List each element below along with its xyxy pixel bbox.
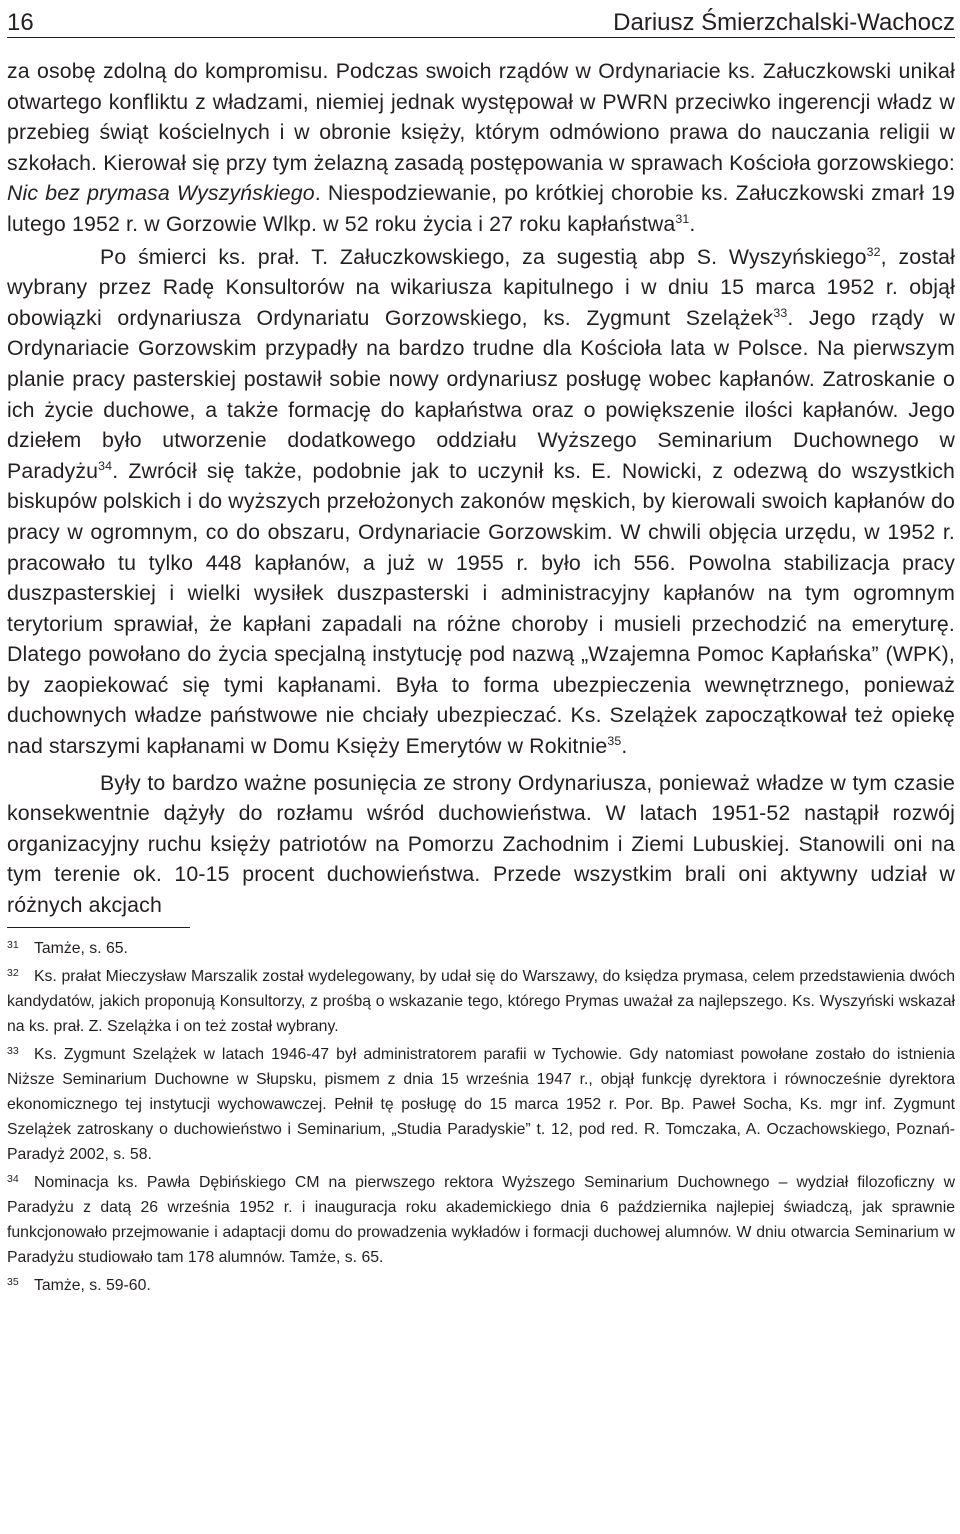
footnote-ref-32[interactable]: 32 [866,244,881,259]
text-run: . Niespodziewanie, po krótkiej chorobie ks. Załuczkowski zmarł 19 lutego 1952 r. w Gorzowie Wlkp. w 52 roku życia i 27 roku kapłaństwa [7,181,955,236]
text-run: . Jego rządy w Ordynariacie Gorzowskim przypadły na bardzo trudne dla Kościoła lata w Polsce. Na pierwszym planie pracy pasterskiej postawił sobie nowy ordynariusz posługę wobec kapłanów. Zatroskanie o ich życie duchowe, a także formację do kapłaństwa oraz o powiększenie ilości kapłanów. Jego dziełem było utworzenie dodatkowego oddziału Wyższego Seminarium Duchownego w Paradyżu [7,305,955,483]
footnote-text: Ks. prałat Mieczysław Marszalik został wydelegowany, by udał się do Warszawy, do księdza prymasa, celem przedstawienia dwóch kandydatów, jakich proponują Konsultorzy, z prośbą o wskazanie tego, którego Prymas uważał za najlepszego. Ks. Wyszyński wskazał na ks. prał. Z. Szelążka i on też został wybrany. [7,967,955,1035]
footnote-number: 32 [7,966,19,979]
footnote-number: 33 [7,1044,19,1057]
page-number: 16 [7,9,34,36]
footnote-number: 34 [7,1172,19,1185]
footnote-ref-34[interactable]: 34 [98,458,113,473]
footnote-ref-33[interactable]: 33 [773,305,788,320]
footnote-separator [7,927,190,928]
paragraph: Były to bardzo ważne posunięcia ze strony Ordynariusza, ponieważ władze w tym czasie konsekwentnie dążyły do rozłamu wśród duchowieństwa. W latach 1951-52 nastąpił rozwój organizacyjny ruchu księży patriotów na Pomorzu Zachodnim i Ziemi Lubuskiej. Stanowili oni na tym terenie ok. 10-15 procent duchowieństwa. Przede wszystkim brali oni aktywny udział w różnych akcjach [7,770,955,918]
text-run: . [689,211,696,236]
footnote-33 [7,1042,955,1167]
running-header [7,0,955,38]
text-run: . Zwrócił się także, podobnie jak to uczynił ks. E. Nowicki, z odezwą do wszystkich biskupów polskich i do wyższych przełożonych zakonów męskich, by kierowali swoich kapłanów do pracy w ogromnym, co do obszaru, Ordynariacie Gorzowskim. W chwili objęcia urzędu, w 1952 r. pracowało tu tylko 448 kapłanów, a już w 1955 r. było ich 556. Powolna stabilizacja pracy duszpasterskiej i wielki wysiłek duszpasterski i administracyjny kapłanów na tym ogromnym terytorium sprawiał, że kapłani zapadali na różne choroby i musieli przechodzić na emeryturę. Dlatego powołano do życia specjalną instytucję pod nazwą „Wzajemna Pomoc Kapłańska” (WPK), by zaopiekować się tymi kapłanami. Była to forma ubezpieczenia wewnętrznego, ponieważ duchownych władze państwowe nie chciały ubezpieczać. Ks. Szelążek zapoczątkował też opiekę nad starszymi kapłanami w Domu Księży Emerytów w Rokitnie [7,458,955,759]
footnotes [7,936,955,1298]
footnote-32 [7,964,955,1039]
text-run: , został wybrany przez Radę Konsultorów na wikariusza kapitulnego i w dniu 15 marca 1952 r. objął obowiązki ordynariusza Ordynariatu Gorzowskiego, ks. Zygmunt Szelążek [7,244,955,330]
footnote-text: Nominacja ks. Pawła Dębińskiego CM na pierwszego rektora Wyższego Seminarium Duchownego – wydział filozoficzny w Paradyżu z datą 26 września 1952 r. i inauguracja roku akademickiego dnia 6 października najlepiej świadczą, jak sprawnie funkcjonowało przejmowanie i adaptacji domu do prowadzenia wykładów i formacji duchowej alumnów. W dniu otwarcia Seminarium w Paradyżu studiowało tam 178 alumnów. Tamże, s. 65. [7,1173,955,1266]
footnote-text: Ks. Zygmunt Szelążek w latach 1946-47 był administratorem parafii w Tychowie. Gdy natomiast powołane zostało do istnienia Niższe Seminarium Duchowne w Słupsku, pismem z dnia 15 września 1947 r., objął funkcję dyrektora i równocześnie dyrektora ekonomicznego tej instytucji wychowawczej. Pełnił tę posługę do 15 marca 1952 r. Por. Bp. Paweł Socha, Ks. mgr inf. Zygmunt Szelążek zatroskany o duchowieństwo i Seminarium, „Studia Paradyskie” t. 12, pod red. R. Tomczaka, A. Oczachowskiego, Poznań-Paradyż 2002, s. 58. [7,1045,955,1163]
paragraph [7,56,955,240]
text-run: Po śmierci ks. prał. T. Załuczkowskiego, za sugestią abp S. Wyszyńskiego [100,244,867,269]
footnote-number: 35 [7,1275,19,1288]
footnote-35 [7,1273,955,1298]
paragraph [7,242,955,762]
running-header-author: Dariusz Śmierzchalski-Wachocz [613,9,955,36]
footnote-text: Tamże, s. 59-60. [34,1276,151,1294]
footnote-number: 31 [7,938,19,951]
footnote-ref-35[interactable]: 35 [607,733,622,748]
text-run: za osobę zdolną do kompromisu. Podczas swoich rządów w Ordynariacie ks. Załuczkowski unikał otwartego konfliktu z władzami, niemiej jednak występował w PWRN przeciwko ingerencji władz w przebieg świąt kościelnych i w obronie księży, którym odmówiono prawa do nauczania religii w szkołach. Kierował się przy tym żelazną zasadą postępowania w sprawach Kościoła gorzowskiego: [7,59,955,175]
footnote-31 [7,936,955,961]
body-text [7,56,955,921]
footnote-34 [7,1170,955,1270]
footnote-ref-31[interactable]: 31 [675,211,690,226]
italic-quote: Nic bez prymasa Wyszyńskiego [7,181,315,206]
footnote-text: Tamże, s. 65. [34,939,128,957]
text-run: . [621,734,628,759]
